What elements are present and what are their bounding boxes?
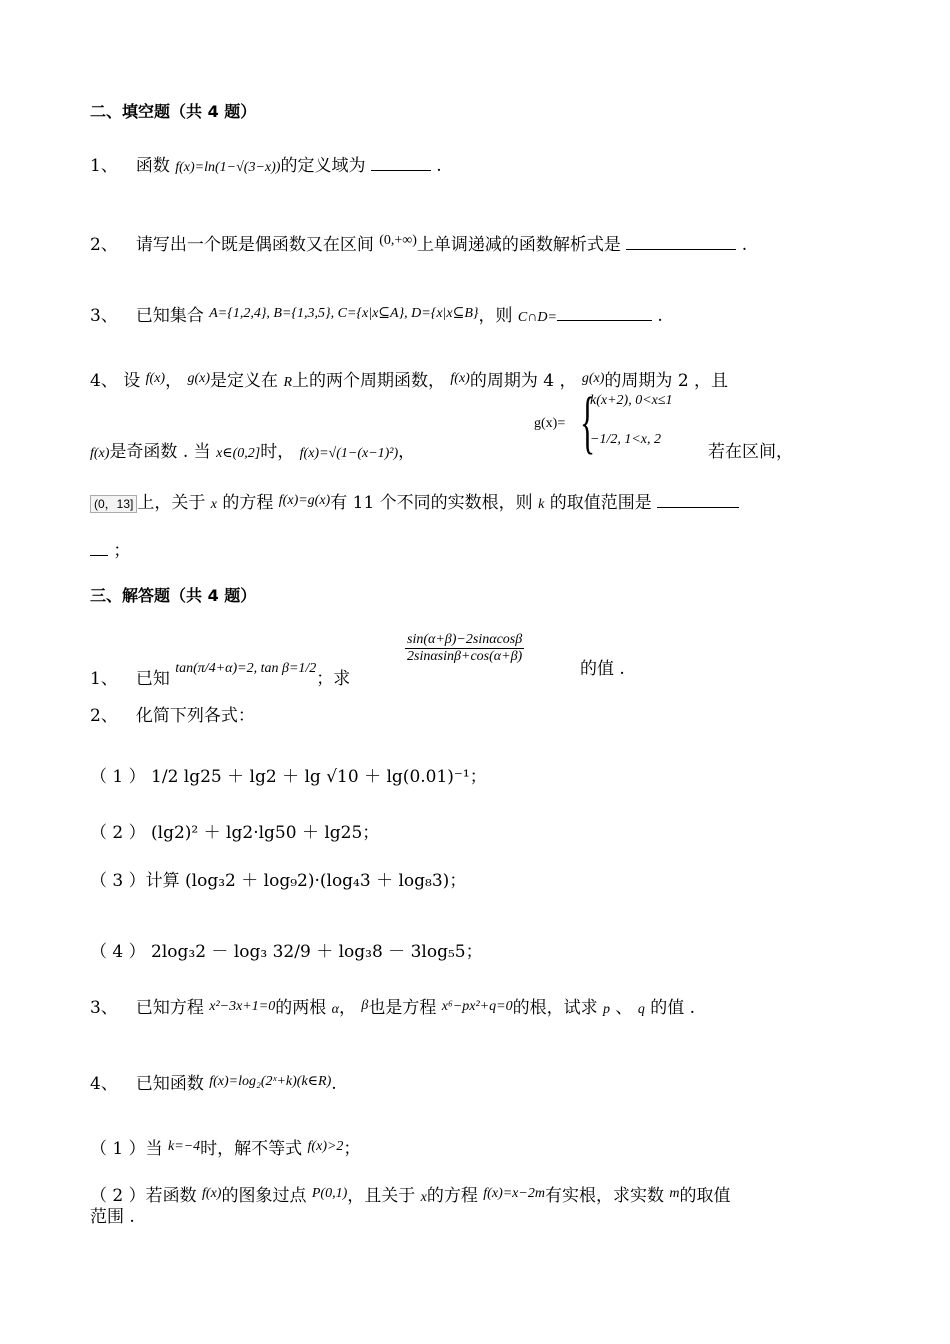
g-label: g(x)= bbox=[534, 416, 566, 431]
expr: C∩D= bbox=[517, 310, 557, 325]
solve-q2-title: 2、 化简下列各式： bbox=[90, 706, 255, 726]
fill-q4-line2: f(x)是奇函数 . 当 x∈(0,2]时， f(x)=√(1−(x−1)²)， bbox=[90, 442, 416, 462]
section-2-title: 二、填空题（共 4 题） bbox=[90, 102, 257, 121]
fill-q4-line4: ； bbox=[90, 540, 130, 562]
solve-q3: 3、 已知方程 x²−3x+1=0的两根 α， $^\beta$也是方程 x⁶−px²+q=0的根，试求 p 、 q 的值 . bbox=[90, 998, 696, 1018]
fill-q4-line2-tail: 若在区间， bbox=[708, 442, 793, 462]
section-3-title: 三、解答题（共 4 题） bbox=[90, 586, 257, 605]
f-definition: f(x)=√(1−(x−1)²) bbox=[299, 446, 399, 461]
interval: (0,+∞) bbox=[379, 233, 417, 248]
solve-q4-part2: （ 2 ）若函数 $^{f(x)}$的图象过点 $^{P(0,1)}$，且关于 x的方程 $^{f(x)=x-2m}$有实根，求实数 $^m$的取值 bbox=[90, 1186, 731, 1206]
simplify-item-2: （ 2 ） (lg2)² ＋ lg2·lg50 ＋ lg25； bbox=[90, 823, 380, 843]
answer-blank bbox=[626, 235, 736, 250]
answer-blank bbox=[371, 156, 431, 171]
given: tan(π/4+α)=2, tan β=1/2 bbox=[175, 661, 317, 676]
solve-q4: 4、 已知函数 $^{f(x)=log_2(2ˣ+k)(k\in R)}$. bbox=[90, 1074, 337, 1094]
solve-q1-tail: 的值 . bbox=[580, 659, 625, 679]
g-case-1: k(x+2), 0<x≤1 bbox=[590, 393, 673, 408]
fill-q4-line3: (0，13] 上，关于 x 的方程 $^{f(x)=g(x)}$有 11 个不同的实数根，则 k 的取值范围是 bbox=[90, 490, 739, 516]
fill-q2: 2、 请写出一个既是偶函数又在区间 $^{(0,+\infty)}$上单调递减的函数解析式是 . bbox=[90, 233, 748, 255]
piecewise-brace: { bbox=[580, 384, 596, 461]
expression-fraction: $\frac{\sin(\alpha+\beta)-2\sin\alpha\cos\beta}{2\sin\alpha\sin\beta+\cos(\alpha+\beta)}$ bbox=[407, 632, 523, 664]
q-number: 1、 bbox=[90, 156, 118, 176]
answer-blank bbox=[557, 306, 652, 321]
answer-blank-cont bbox=[90, 541, 108, 556]
solve-q4-part1: （ 1 ）当 $^{k=-4}$时，解不等式 $^{f(x)>2}$； bbox=[90, 1139, 361, 1159]
fill-q4-line1: 4、 设 $^{f(x)}$， $^{g(x)}$是定义在 R上的两个周期函数， $^{f(x)}$的周期为 4 ， $^{g(x)}$的周期为 2 ，且 bbox=[90, 371, 729, 391]
fill-q3: 3、 已知集合 $^{A=\{1,2,4\}, B=\{1,3,5\}, C=\{x|x⊆A\}, D=\{x|x⊆B\}}$，则 C∩D= . bbox=[90, 306, 663, 326]
solve-q1: 1、 已知 $^{tan(\pi/4+\alpha)=2, tan \beta=1/2}$；求 bbox=[90, 661, 351, 689]
fill-q1: 1、 函数 f(x)=ln(1−√(3−x))的定义域为 . bbox=[90, 156, 442, 176]
sets: A={1,2,4}, B={1,3,5}, C={x|x⊆A}, D={x|x⊆B} bbox=[209, 306, 479, 321]
g-case-2: −1/2, 1<x, 2 bbox=[590, 432, 661, 447]
simplify-item-4: （ 4 ） 2log₃2 － log₃ 32/9 ＋ log₃8 － 3log₅5； bbox=[90, 942, 483, 962]
formula: f(x)=ln(1−√(3−x)) bbox=[175, 160, 281, 175]
answer-blank bbox=[657, 493, 739, 508]
interval-image: (0，13] bbox=[90, 495, 137, 513]
solve-q4-part2-cont: 范围 . bbox=[90, 1207, 135, 1227]
simplify-item-3: （ 3 ）计算 (log₃2 ＋ log₉2)·(log₄3 ＋ log₈3)； bbox=[90, 871, 467, 891]
simplify-item-1: （ 1 ） 1/2 lg25 ＋ lg2 ＋ lg √10 ＋ lg(0.01)⁻¹； bbox=[90, 767, 487, 787]
